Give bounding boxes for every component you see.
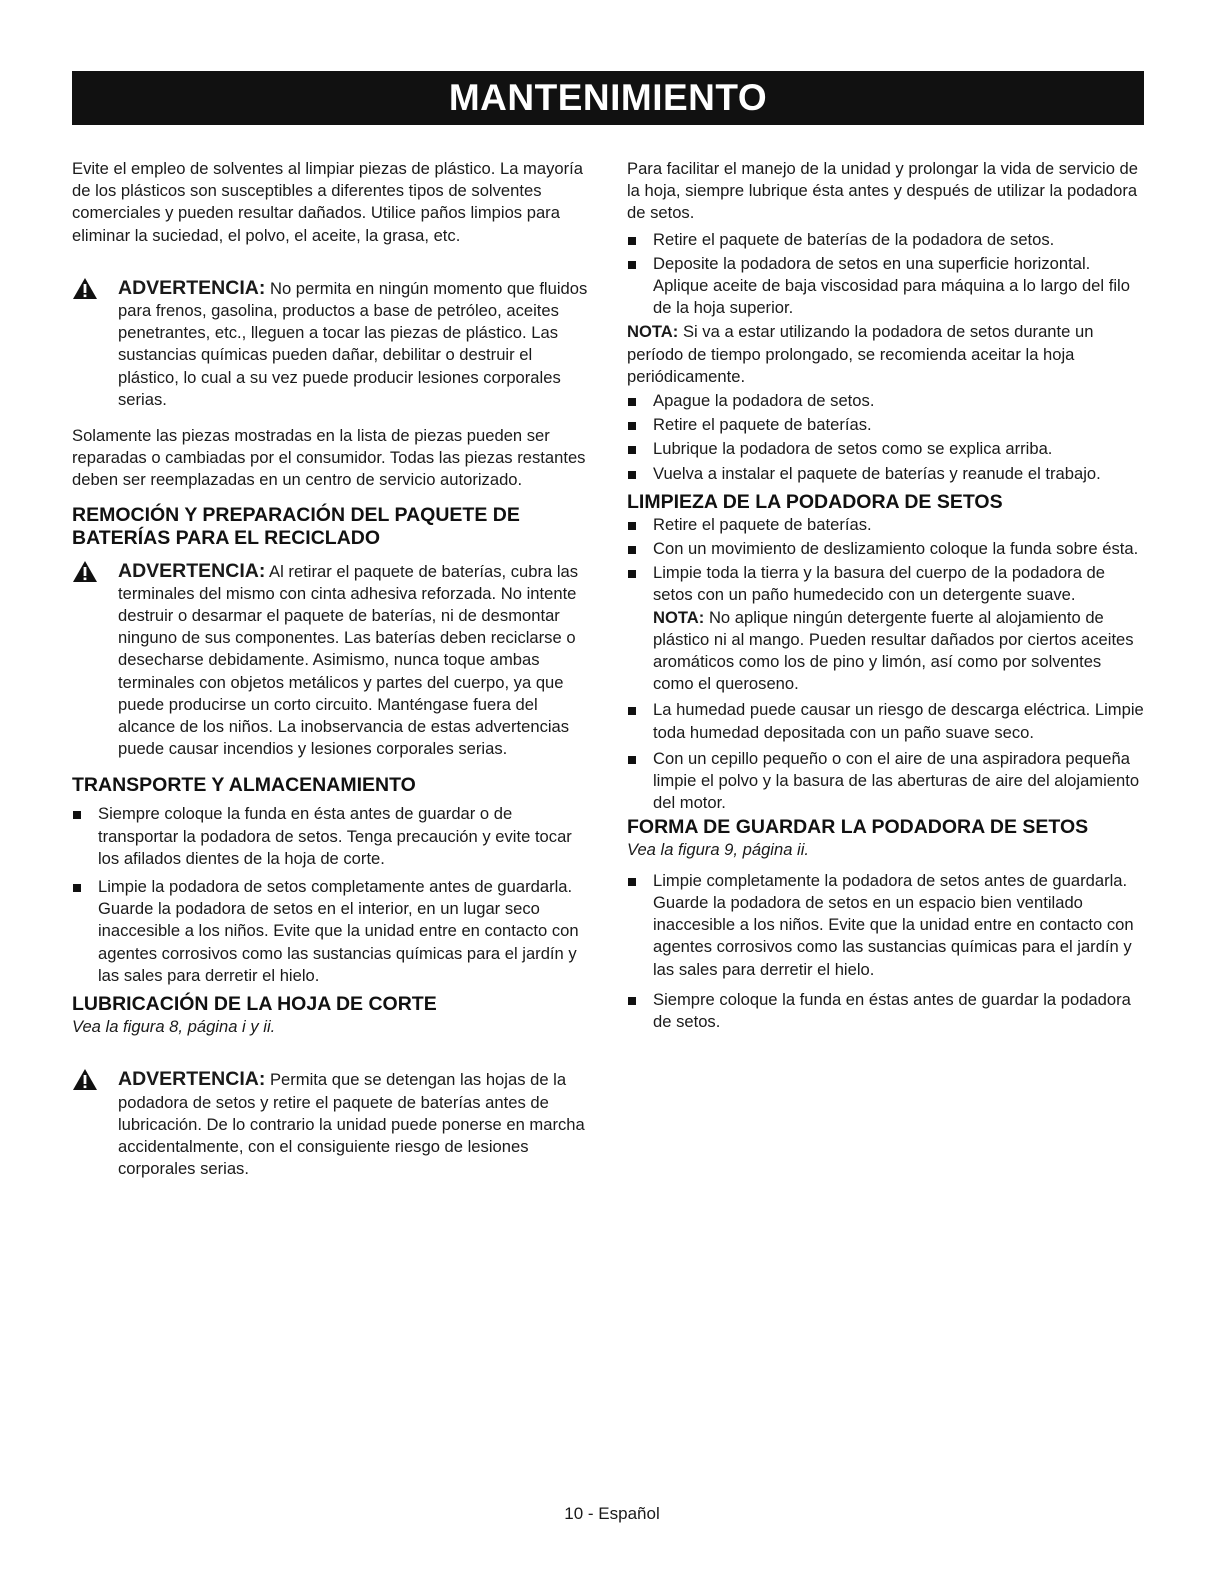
note-label: NOTA: xyxy=(653,607,705,627)
note-paragraph xyxy=(627,607,1145,696)
warning-triangle-icon xyxy=(72,277,98,300)
warning-block-battery xyxy=(72,560,588,761)
list-item: Retire el paquete de baterías de la podadora de setos. xyxy=(627,229,1145,251)
section-heading-battery-recycling: REMOCIÓN Y PREPARACIÓN DEL PAQUETE DE BATERÍAS PARA EL RECICLADO xyxy=(72,503,520,549)
warning-text: No permita en ningún momento que fluidos para frenos, gasolina, productos a base de petróleo, aceites penetrantes, etc., lleguen a tocar las piezas de plástico. Las sustancias químicas pueden dañar, debilitar o destruir el plástico, lo cual a su vez puede producir lesiones corporales serias. xyxy=(118,278,588,409)
list-item: Vuelva a instalar el paquete de baterías y reanude el trabajo. xyxy=(627,463,1145,485)
warning-text: Permita que se detengan las hojas de la podadora de setos y retire el paquete de baterías antes de lubricación. De lo contrario la unidad puede ponerse en marcha accidentalmente, con el consiguiente riesgo de lesiones corporales serias. xyxy=(118,1070,585,1179)
list-item: Retire el paquete de baterías. xyxy=(627,514,1145,536)
list-item: Limpie la podadora de setos completamente antes de guardarla. Guarde la podadora de setos en el interior, en un lugar seco inaccesible a los niños. Evite que la unidad entre en contacto con agentes corrosivos como las sustancias químicas para el jardín y las sales para derretir el hielo. xyxy=(72,876,588,987)
section-heading-storage: FORMA DE GUARDAR LA PODADORA DE SETOS xyxy=(627,816,1089,839)
intro-paragraph: Evite el empleo de solventes al limpiar piezas de plástico. La mayoría de los plásticos son susceptibles a diferentes tipos de solventes comerciales y pueden resultar dañados. Utilice paños limpios para eliminar la suciedad, el polvo, el aceite, la grasa, etc. xyxy=(72,159,583,245)
list-item: Con un movimiento de deslizamiento coloque la funda sobre ésta. xyxy=(627,538,1145,560)
section-heading-blade-lubrication: LUBRICACIÓN DE LA HOJA DE CORTE xyxy=(72,993,437,1016)
warning-triangle-icon xyxy=(72,560,98,583)
lubrication-list-a xyxy=(627,229,1145,320)
page-number: 10 - Español xyxy=(564,1504,660,1523)
warning-label: ADVERTENCIA: xyxy=(118,559,266,582)
warning-block-lubrication xyxy=(72,1068,588,1180)
warning-block-plastics xyxy=(72,277,588,411)
parts-paragraph: Solamente las piezas mostradas en la lista de piezas pueden ser reparadas o cambiadas por el consumidor. Todas las piezas restantes deben ser reemplazadas en un centro de servicio autorizado. xyxy=(72,426,586,490)
warning-label: ADVERTENCIA: xyxy=(118,276,266,299)
list-item: Siempre coloque la funda en ésta antes de guardar o de transportar la podadora de setos. Tenga precaución y evite tocar los afilados dientes de la hoja de corte. xyxy=(72,803,588,870)
figure-reference: Vea la figura 9, página ii. xyxy=(627,840,810,860)
list-item: Con un cepillo pequeño o con el aire de una aspiradora pequeña limpie el polvo y la basura de las aberturas de aire del alojamiento del motor. xyxy=(627,748,1145,815)
figure-reference: Vea la figura 8, página i y ii. xyxy=(72,1017,276,1037)
lubrication-list-b xyxy=(627,390,1145,485)
storage-list xyxy=(627,870,1145,1033)
warning-label: ADVERTENCIA: xyxy=(118,1068,266,1091)
note-text: Si va a estar utilizando la podadora de setos durante un período de tiempo prolongado, se recomienda aceitar la hoja periódicamente. xyxy=(627,322,1094,386)
warning-triangle-icon xyxy=(72,1068,98,1091)
note-label: NOTA: xyxy=(627,322,679,342)
page-title: MANTENIMIENTO xyxy=(72,71,1144,125)
list-item: Lubrique la podadora de setos como se explica arriba. xyxy=(627,438,1145,460)
section-heading-transport-storage: TRANSPORTE Y ALMACENAMIENTO xyxy=(72,774,416,797)
list-item: La humedad puede causar un riesgo de descarga eléctrica. Limpie toda humedad depositada con un paño suave seco. xyxy=(627,699,1145,743)
transport-list xyxy=(72,803,588,987)
right-column xyxy=(627,158,1145,1033)
lubrication-intro: Para facilitar el manejo de la unidad y prolongar la vida de servicio de la hoja, siempre lubrique ésta antes y después de utilizar la podadora de setos. xyxy=(627,159,1139,223)
warning-text: Al retirar el paquete de baterías, cubra las terminales del mismo con cinta adhesiva reforzada. No intente destruir o desarmar el paquete de baterías, ni de desmontar ninguno de sus componentes. Las baterías deben reciclarse o desecharse debidamente. Asimismo, nunca toque ambas terminales con objetos metálicos y partes del cuerpo, ya que puede producirse un corto circuito. Manténgase fuera del alcance de los niños. La inobservancia de estas advertencias puede causar incendios y lesiones corporales serias. xyxy=(118,561,579,759)
cleaning-list-b xyxy=(627,699,1145,814)
list-item: Limpie completamente la podadora de setos antes de guardarla. Guarde la podadora de setos en un espacio bien ventilado inaccesible a los niños. Evite que la unidad entre en contacto con agentes corrosivos como las sustancias químicas para el jardín y las sales para derretir el hielo. xyxy=(627,870,1145,981)
list-item: Apague la podadora de setos. xyxy=(627,390,1145,412)
list-item: Retire el paquete de baterías. xyxy=(627,414,1145,436)
list-item: Deposite la podadora de setos en una superficie horizontal. Aplique aceite de baja viscosidad para máquina a lo largo del filo de la hoja superior. xyxy=(627,253,1145,320)
list-item: Limpie toda la tierra y la basura del cuerpo de la podadora de setos con un paño humedecido con un detergente suave. xyxy=(627,562,1145,606)
cleaning-list-a xyxy=(627,514,1145,607)
note-paragraph xyxy=(627,321,1145,388)
section-heading-cleaning: LIMPIEZA DE LA PODADORA DE SETOS xyxy=(627,490,1003,513)
note-text: No aplique ningún detergente fuerte al alojamiento de plástico ni al mango. Pueden resultar dañados por ciertos aceites aromáticos como los de pino y limón, así como por solventes como el queroseno. xyxy=(653,607,1134,694)
list-item: Siempre coloque la funda en éstas antes de guardar la podadora de setos. xyxy=(627,989,1145,1033)
left-column xyxy=(72,158,588,1180)
